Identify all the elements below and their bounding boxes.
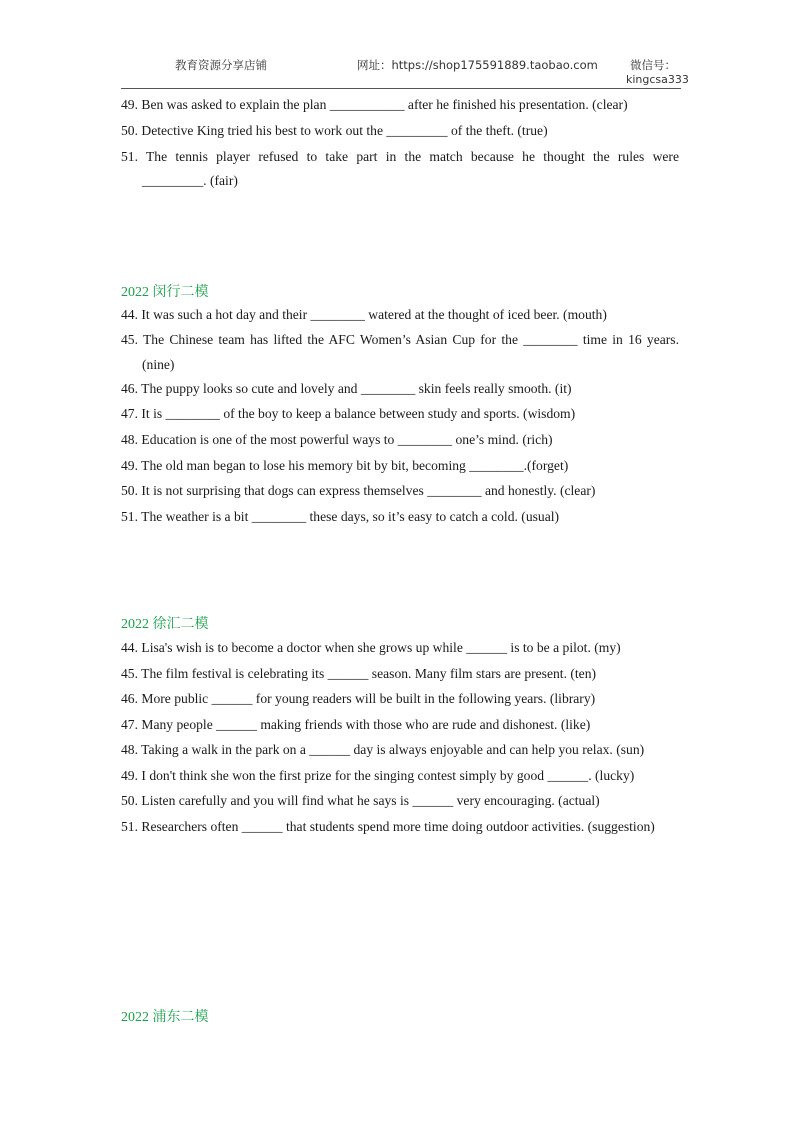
section-title: 2022 徐汇二模 (121, 617, 209, 632)
page-header (121, 0, 689, 90)
exercise-item-continuation: (nine) (142, 357, 175, 372)
exercise-item: 51. Researchers often ______ that students spend more time doing outdoor activities. (suggestion) (121, 819, 655, 834)
header-divider (121, 88, 681, 89)
exercise-item: 50. Detective King tried his best to work out the _________ of the theft. (true) (121, 123, 548, 138)
exercise-item: 50. Listen carefully and you will find what he says is ______ very encouraging. (actual) (121, 793, 600, 808)
exercise-item: 49. Ben was asked to explain the plan ___________ after he finished his presentation. (clear) (121, 97, 628, 112)
exercise-item: 46. More public ______ for young readers will be built in the following years. (library) (121, 691, 596, 706)
exercise-item: 44. It was such a hot day and their ________ watered at the thought of iced beer. (mouth) (121, 307, 607, 322)
exercise-item: 49. I don't think she won the first prize for the singing contest simply by good ______. (lucky) (121, 768, 635, 783)
header-shop-name: 教育资源分享店铺 (175, 58, 267, 72)
exercise-item: 51. The tennis player refused to take part in the match because he thought the rules were (121, 149, 679, 164)
exercise-item: 48. Education is one of the most powerful ways to ________ one’s mind. (rich) (121, 432, 553, 447)
section-title: 2022 浦东二模 (121, 1010, 209, 1025)
exercise-item: 45. The film festival is celebrating its ______ season. Many film stars are present. (ten) (121, 666, 597, 681)
exercise-item: 51. The weather is a bit ________ these days, so it’s easy to catch a cold. (usual) (121, 509, 560, 524)
exercise-item: 50. It is not surprising that dogs can express themselves ________ and honestly. (clear) (121, 483, 596, 498)
exercise-item: 47. Many people ______ making friends with those who are rude and dishonest. (like) (121, 717, 591, 732)
section-title: 2022 闵行二模 (121, 285, 209, 300)
exercise-item: 47. It is ________ of the boy to keep a balance between study and sports. (wisdom) (121, 406, 576, 421)
exercise-item: 45. The Chinese team has lifted the AFC Women’s Asian Cup for the ________ time in 16 years. (121, 332, 679, 347)
header-wechat-id: kingcsa333 (626, 73, 689, 86)
exercise-item: 46. The puppy looks so cute and lovely and ________ skin feels really smooth. (it) (121, 381, 572, 396)
exercise-item: 44. Lisa's wish is to become a doctor when she grows up while ______ is to be a pilot. (my) (121, 640, 621, 655)
exercise-item: 48. Taking a walk in the park on a ______ day is always enjoyable and can help you relax. (sun) (121, 742, 645, 757)
exercise-item: 49. The old man began to lose his memory bit by bit, becoming ________.(forget) (121, 458, 569, 473)
header-url: 网址：https://shop175591889.taobao.com (357, 58, 598, 72)
exercise-item-continuation: _________. (fair) (142, 173, 238, 188)
header-wechat-label: 微信号： (630, 58, 676, 72)
